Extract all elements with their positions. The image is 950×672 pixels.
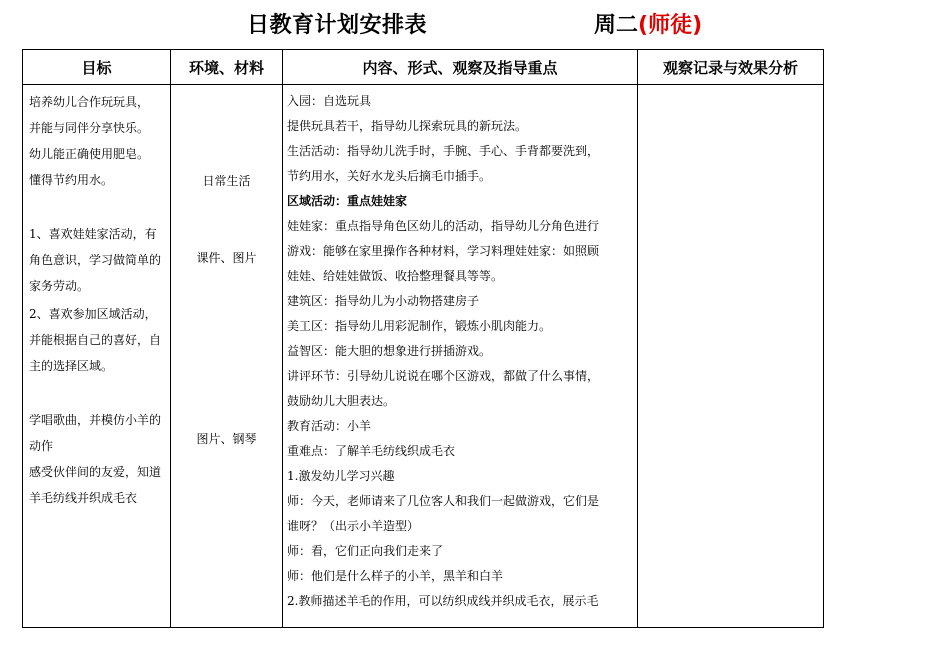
column-header-goal: 目标 (23, 50, 171, 85)
materials-cell (171, 85, 283, 628)
header (0, 8, 950, 40)
goal-line: 培养幼儿合作玩玩具， (29, 95, 150, 109)
column-header-materials: 环境、材料 (171, 50, 283, 85)
content-line: 入园：自选玩具 (287, 94, 372, 108)
material-item: 图片、钢琴 (196, 432, 257, 446)
goal-line: 主的选择区域。 (29, 359, 114, 373)
content-line: 娃娃、给娃娃做饭、收拾整理餐具等等。 (287, 269, 504, 283)
content-line: 益智区：能大胆的想象进行拼插游戏。 (287, 344, 492, 358)
content-line: 娃娃家：重点指导角色区幼儿的活动，指导幼儿分角色进行 (287, 219, 600, 233)
plan-table (22, 49, 824, 628)
goal-line: 学唱歌曲，并模仿小羊的 (29, 413, 162, 427)
goal-spacer (29, 193, 168, 219)
body-row (23, 85, 824, 628)
content-line: 1.激发幼儿学习兴趣 (287, 469, 395, 483)
goal-line: 家务劳动。 (29, 279, 90, 293)
material-item: 日常生活 (202, 174, 251, 188)
goal-line: 角色意识，学习做简单的 (29, 253, 162, 267)
goal-line: 1、喜欢娃娃家活动，有 (29, 227, 157, 241)
content-line: 教育活动：小羊 (287, 419, 372, 433)
role-label: (师徒) (638, 13, 703, 38)
content-cell (283, 85, 638, 628)
content-line: 师：今天，老师请来了几位客人和我们一起做游戏，它们是 (287, 494, 600, 508)
column-header-content: 内容、形式、观察及指导重点 (283, 50, 638, 85)
goal-line: 并能根据自己的喜好，自 (29, 333, 162, 347)
page-title: 日教育计划安排表 (247, 13, 428, 38)
content-line: 鼓励幼儿大胆表达。 (287, 394, 396, 408)
content-line: 讲评环节：引导幼儿说说在哪个区游戏，都做了什么事情， (287, 369, 600, 383)
content-line: 游戏：能够在家里操作各种材料，学习料理娃娃家：如照顾 (287, 244, 600, 258)
content-line: 美工区：指导幼儿用彩泥制作，锻炼小肌肉能力。 (287, 319, 552, 333)
content-line: 2.教师描述羊毛的作用，可以纺织成线并织成毛衣，展示毛 (287, 594, 599, 608)
material-item: 课件、图片 (196, 251, 257, 265)
content-line: 生活活动：指导幼儿洗手时，手腕、手心、手背都要洗到， (287, 144, 600, 158)
goal-line: 羊毛纺线并织成毛衣 (29, 491, 138, 505)
goal-line: 2、喜欢参加区域活动， (29, 307, 157, 321)
goal-line: 懂得节约用水。 (29, 173, 114, 187)
content-heading: 区域活动：重点娃娃家 (287, 194, 408, 208)
content-line: 建筑区：指导幼儿为小动物搭建房子 (287, 294, 480, 308)
observation-cell[interactable] (638, 85, 824, 628)
goal-cell (23, 85, 171, 628)
content-line: 重难点：了解羊毛纺线织成毛衣 (287, 444, 456, 458)
goal-line: 感受伙伴间的友爱，知道 (29, 465, 162, 479)
header-row (23, 50, 824, 85)
goal-line: 并能与同伴分享快乐。 (29, 121, 150, 135)
goal-spacer (29, 379, 168, 405)
column-header-observation: 观察记录与效果分析 (638, 50, 824, 85)
content-line: 提供玩具若干，指导幼儿探索玩具的新玩法。 (287, 119, 528, 133)
day-name: 周二 (594, 13, 639, 38)
content-line: 节约用水，关好水龙头后摘毛巾插手。 (287, 169, 492, 183)
goal-line: 动作 (29, 439, 54, 453)
content-line: 师：看，它们正向我们走来了 (287, 544, 444, 558)
content-line: 谁呀？（出示小羊造型） (287, 519, 420, 533)
day-label (594, 8, 702, 39)
goal-line: 幼儿能正确使用肥皂。 (29, 147, 150, 161)
content-line: 师：他们是什么样子的小羊，黑羊和白羊 (287, 569, 504, 583)
